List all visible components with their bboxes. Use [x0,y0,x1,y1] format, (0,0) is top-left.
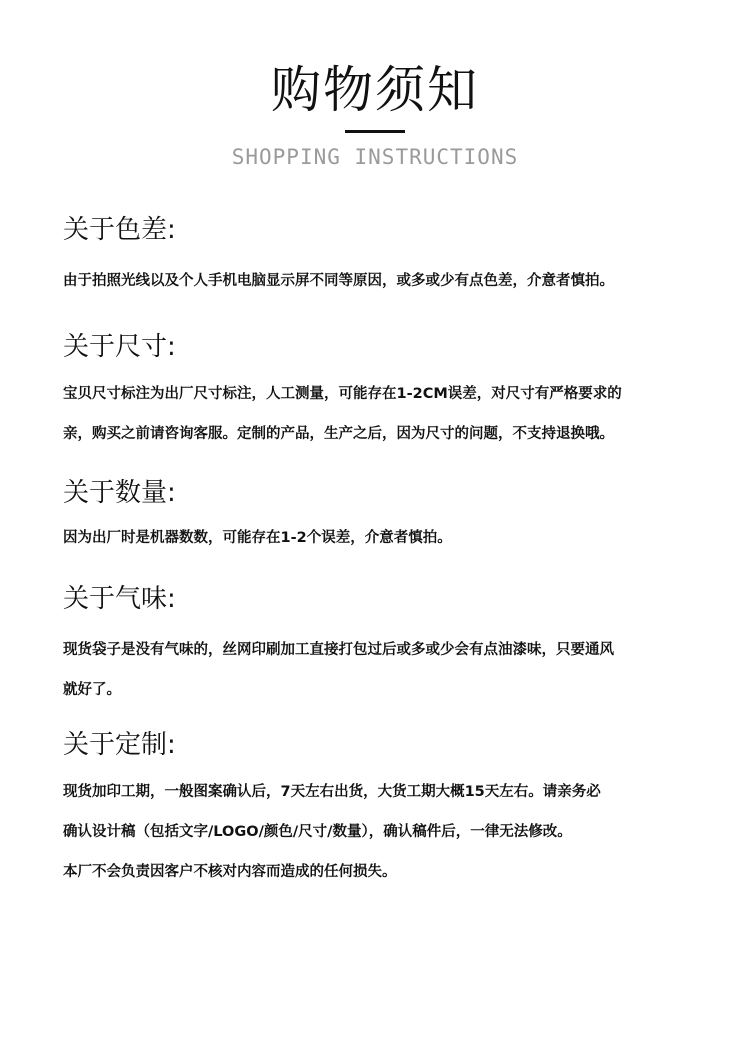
section-text-line: 现货加印工期，一般图案确认后，7天左右出货，大货工期大概15天左右。请亲务必 [63,784,601,800]
section-quantity [63,476,693,558]
page-header [0,58,750,169]
section-text-line: 亲，购买之前请咨询客服。定制的产品，生产之后，因为尺寸的问题，不支持退换哦。 [63,426,614,442]
section-heading: 关于色差: [63,215,176,245]
section-text-line: 确认设计稿（包括文字/LOGO/颜色/尺寸/数量），确认稿件后，一律无法修改。 [63,824,572,840]
section-text-line: 就好了。 [63,682,121,698]
section-text-line: 现货袋子是没有气味的，丝网印刷加工直接打包过后或多或少会有点油漆味，只要通风 [63,642,614,658]
section-odor [63,582,693,710]
section-heading: 关于定制: [63,730,176,760]
section-heading: 关于气味: [63,584,176,614]
section-text-line: 由于拍照光线以及个人手机电脑显示屏不同等原因，或多或少有点色差，介意者慎拍。 [63,273,614,289]
page-title: 购物须知 [271,61,479,119]
section-color-difference [63,213,693,301]
section-size [63,330,693,454]
section-text-line: 宝贝尺寸标注为出厂尺寸标注，人工测量，可能存在1-2CM误差，对尺寸有严格要求的 [63,386,622,402]
page-subtitle: SHOPPING INSTRUCTIONS [231,145,519,169]
section-customization [63,728,693,892]
section-text-line: 因为出厂时是机器数数，可能存在1-2个误差，介意者慎拍。 [63,530,452,546]
section-text-line: 本厂不会负责因客户不核对内容而造成的任何损失。 [63,864,397,880]
title-underline [345,130,405,133]
section-heading: 关于数量: [63,478,176,508]
section-heading: 关于尺寸: [63,332,176,362]
